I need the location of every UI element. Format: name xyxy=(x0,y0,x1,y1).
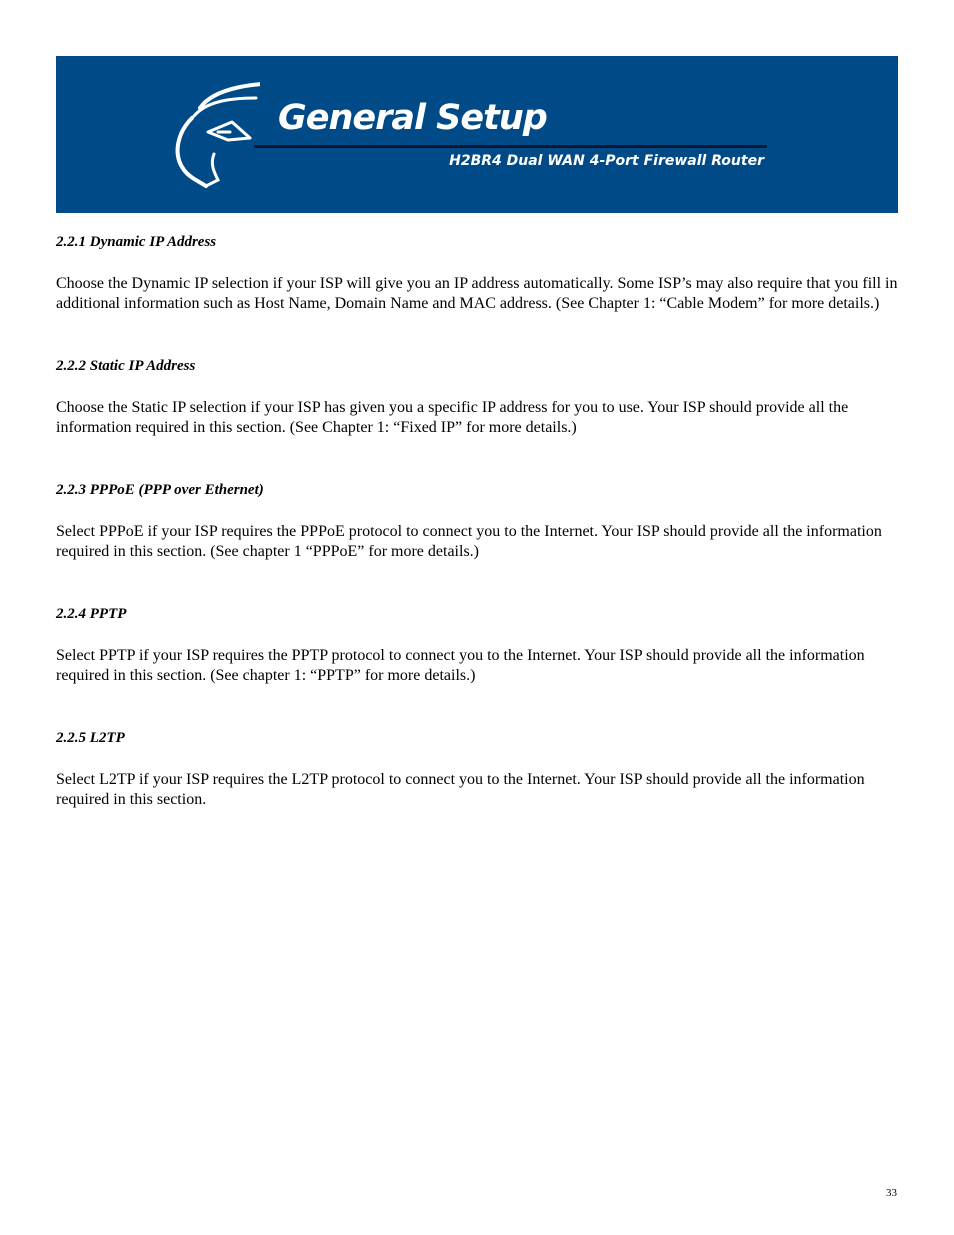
section-body: Choose the Static IP selection if your ISP has given you a specific IP address for you to use. Your ISP should provide all the information required in this section. (See Chapter 1: “Fixed IP” for more details.) xyxy=(56,399,849,436)
eagle-head-icon xyxy=(170,74,260,190)
page-number: 33 xyxy=(886,1187,897,1199)
section-body: Select PPTP if your ISP requires the PPTP protocol to connect you to the Internet. Your ISP should provide all the information required in this section. (See chapter 1: “PPTP” for more details.) xyxy=(56,647,865,684)
section-pptp xyxy=(56,604,901,686)
section-body: Select PPPoE if your ISP requires the PPPoE protocol to connect you to the Internet. Your ISP should provide all the information required in this section. (See chapter 1 “PPPoE” for more details.) xyxy=(56,523,882,560)
banner-divider xyxy=(254,145,767,148)
section-body: Select L2TP if your ISP requires the L2TP protocol to connect you to the Internet. Your ISP should provide all the information required in this section. xyxy=(56,771,865,808)
section-heading: 2.2.2 Static IP Address xyxy=(56,358,196,374)
document-content xyxy=(56,232,901,810)
section-static-ip xyxy=(56,356,901,438)
header-banner xyxy=(56,56,898,213)
section-dynamic-ip xyxy=(56,232,901,314)
section-body: Choose the Dynamic IP selection if your ISP will give you an IP address automatically. Some ISP’s may also require that you fill in additional information such as Host Name, Domain Name and MAC address. (See Chapter 1: “Cable Modem” for more details.) xyxy=(56,275,898,312)
section-heading: 2.2.5 L2TP xyxy=(56,730,125,746)
banner-subtitle: H2BR4 Dual WAN 4-Port Firewall Router xyxy=(449,153,764,169)
section-l2tp xyxy=(56,728,901,810)
section-heading: 2.2.4 PPTP xyxy=(56,606,127,622)
banner-title: General Setup xyxy=(278,98,547,138)
section-heading: 2.2.3 PPPoE (PPP over Ethernet) xyxy=(56,482,264,498)
section-pppoe xyxy=(56,480,901,562)
section-heading: 2.2.1 Dynamic IP Address xyxy=(56,234,217,250)
